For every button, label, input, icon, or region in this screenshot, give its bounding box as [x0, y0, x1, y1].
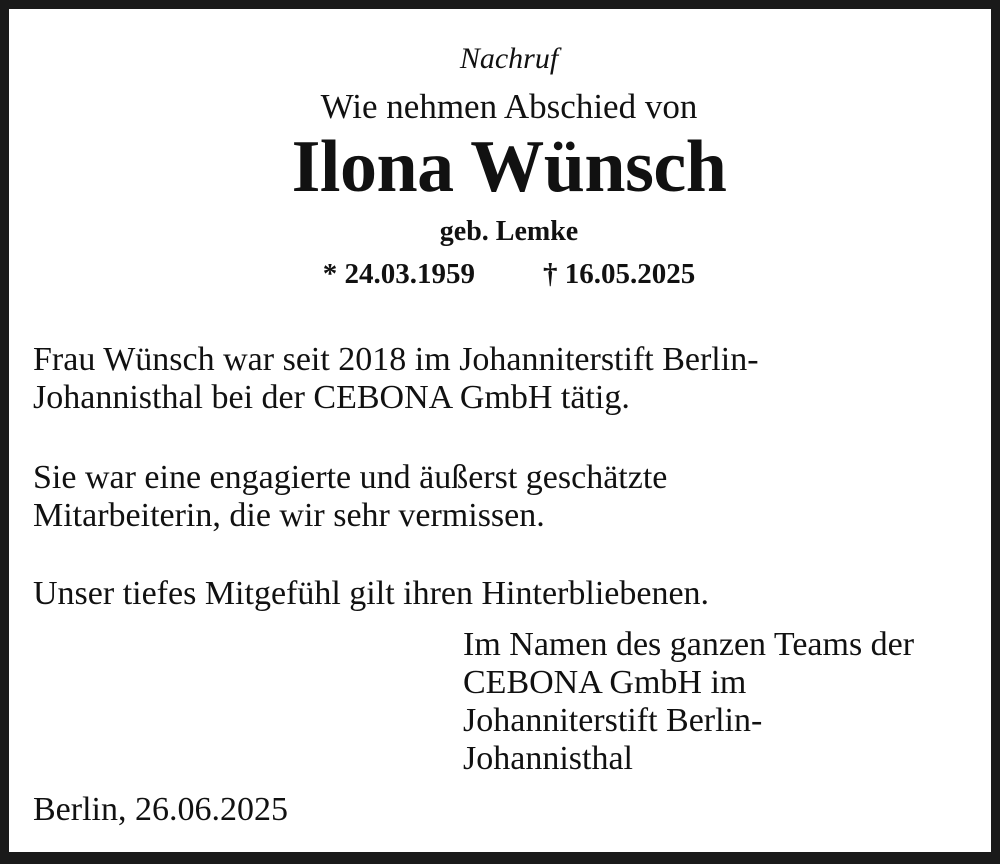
paragraph-employment	[33, 341, 973, 417]
farewell-intro: Wie nehmen Abschied von	[320, 87, 698, 126]
signature-block	[463, 626, 993, 778]
text-line: Frau Wünsch war seit 2018 im Johanniterstift Berlin-	[33, 341, 759, 378]
signature-line: Im Namen des ganzen Teams der	[463, 626, 915, 663]
text-line: Mitarbeiterin, die wir sehr vermissen.	[33, 497, 545, 534]
paragraph-tribute	[33, 459, 973, 535]
notice-kicker: Nachruf	[459, 42, 559, 75]
signature-line: CEBONA GmbH im	[463, 664, 747, 701]
signature-line: Johannisthal	[463, 740, 633, 777]
life-dates	[9, 256, 1000, 292]
death-date: † 16.05.2025	[543, 258, 696, 290]
birth-date: * 24.03.1959	[322, 258, 475, 290]
place-and-date: Berlin, 26.06.2025	[33, 791, 288, 828]
signature-line: Johanniterstift Berlin-	[463, 702, 763, 739]
text-line: Johannisthal bei der CEBONA GmbH tätig.	[33, 379, 630, 416]
paragraph-condolence	[33, 575, 973, 613]
text-line: Unser tiefes Mitgefühl gilt ihren Hinterbliebenen.	[33, 575, 710, 612]
deceased-name: Ilona Wünsch	[291, 126, 727, 208]
birth-name: geb. Lemke	[439, 216, 579, 247]
text-line: Sie war eine engagierte und äußerst geschätzte	[33, 459, 668, 496]
